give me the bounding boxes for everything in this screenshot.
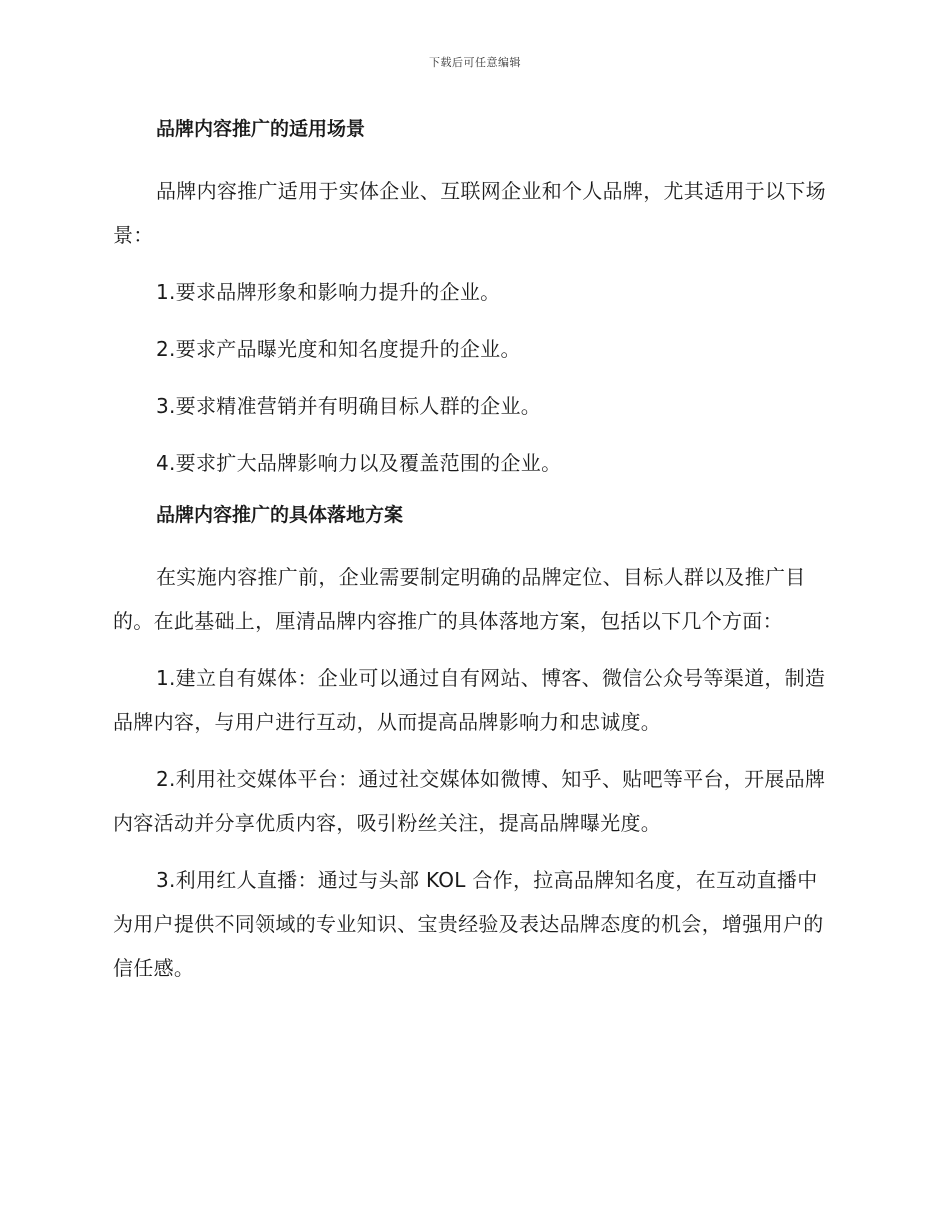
paragraph-scenarios-intro: 品牌内容推广适用于实体企业、互联网企业和个人品牌，尤其适用于以下场景：	[113, 179, 826, 247]
list-item-plan-3: 3.利用红人直播：通过与头部 KOL 合作，拉高品牌知名度，在互动直播中为用户提供不同领域的专业知识、宝贵经验及表达品牌态度的机会，增强用户的信任感。	[113, 868, 824, 980]
list-item-scenario-2: 2.要求产品曝光度和知名度提升的企业。	[156, 337, 521, 361]
list-item-scenario-4: 4.要求扩大品牌影响力以及覆盖范围的企业。	[156, 451, 562, 475]
header-note: 下载后可任意编辑	[429, 56, 521, 69]
list-item-scenario-3: 3.要求精准营销并有明确目标人群的企业。	[156, 394, 542, 418]
section-heading-plan: 品牌内容推广的具体落地方案	[156, 504, 404, 526]
paragraph-plan-intro: 在实施内容推广前，企业需要制定明确的品牌定位、目标人群以及推广目的。在此基础上，厘清品牌内容推广的具体落地方案，包括以下几个方面：	[113, 565, 806, 633]
section-heading-scenarios: 品牌内容推广的适用场景	[156, 118, 366, 140]
document-body	[113, 112, 835, 1003]
list-item-plan-1: 1.建立自有媒体：企业可以通过自有网站、博客、微信公众号等渠道，制造品牌内容，与用户进行互动，从而提高品牌影响力和忠诚度。	[113, 666, 826, 734]
list-item-scenario-1: 1.要求品牌形象和影响力提升的企业。	[156, 280, 501, 304]
list-item-plan-2: 2.利用社交媒体平台：通过社交媒体如微博、知乎、贴吧等平台，开展品牌内容活动并分享优质内容，吸引粉丝关注，提高品牌曝光度。	[113, 767, 826, 835]
